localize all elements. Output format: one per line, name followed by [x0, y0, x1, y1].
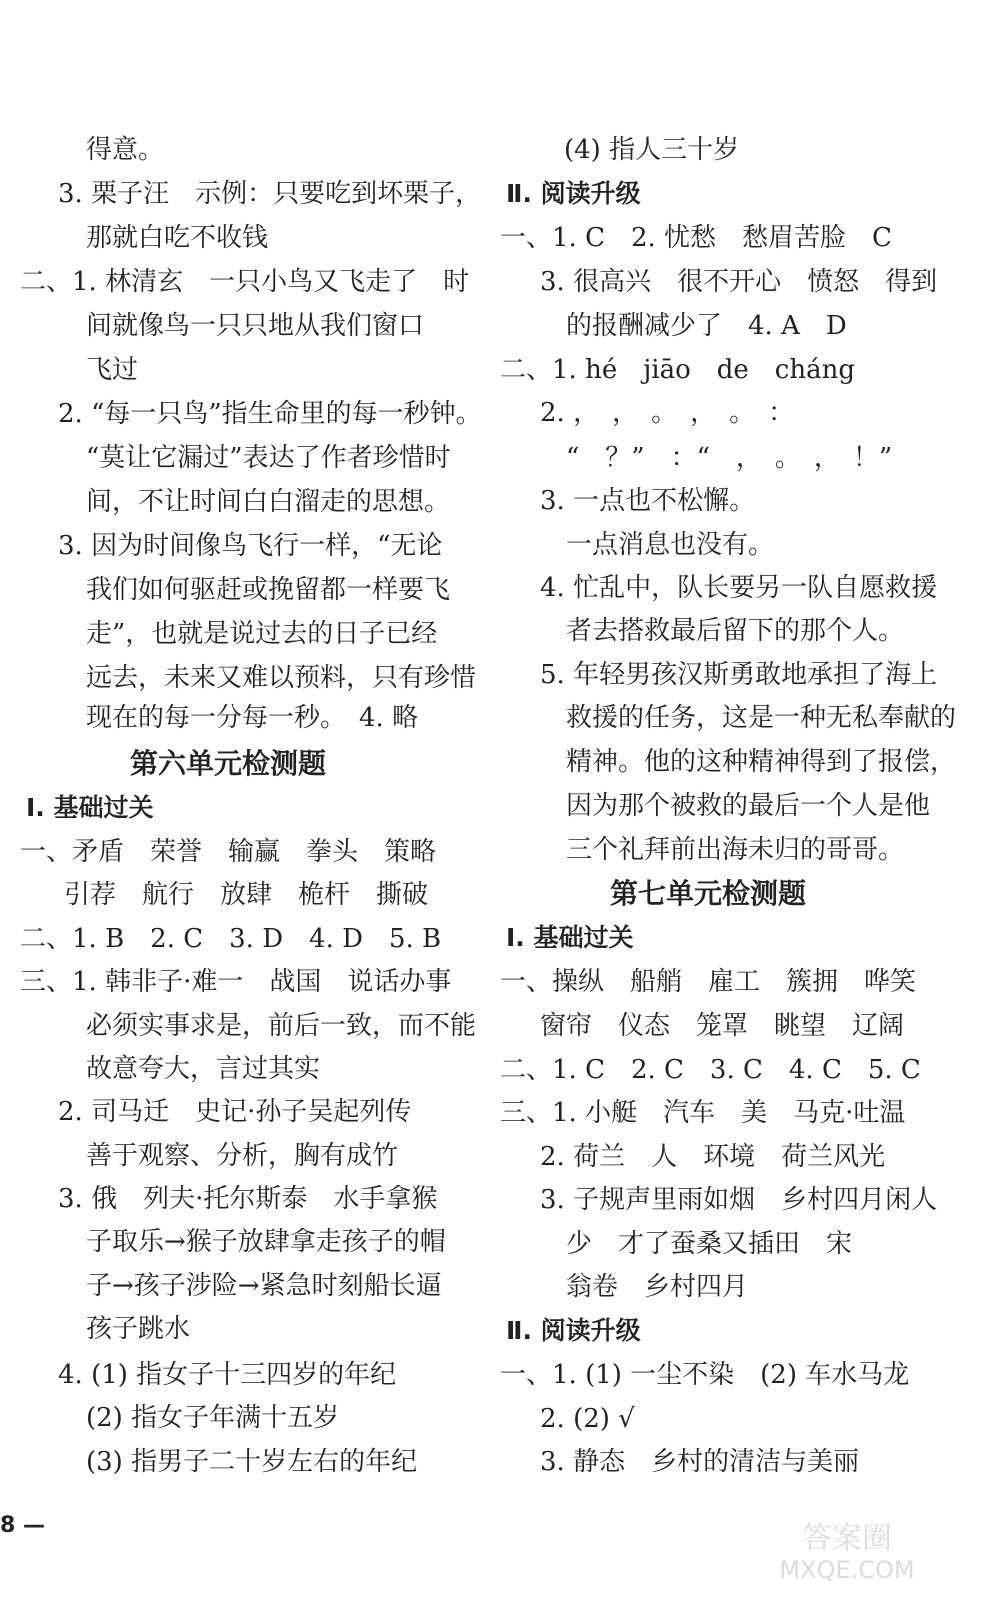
left-answer-line: 间就像鸟一只只地从我们窗口 [86, 311, 425, 341]
left-answer-line: (3) 指男子二十岁左右的年纪 [86, 1447, 418, 1477]
left-answer-line: 4. (1) 指女子十三四岁的年纪 [58, 1360, 397, 1390]
right-answer-line: 的报酬减少了 4. A D [566, 311, 847, 341]
left-unit-title: 第六单元检测题 [130, 747, 327, 780]
right-answer-line: 3. 子规声里雨如烟 乡村四月闲人 [540, 1185, 938, 1215]
right-section-heading: Ⅰ. 基础过关 [506, 923, 634, 952]
right-answer-line: 三个礼拜前出海未归的哥哥。 [566, 835, 905, 865]
right-answer-line: 少 才了蚕桑又插田 宋 [566, 1229, 853, 1259]
right-answer-line: 二、1. C 2. C 3. C 4. C 5. C [500, 1055, 921, 1085]
left-answer-line: 三、1. 韩非子·难一 战国 说话办事 [20, 967, 452, 997]
left-section-heading: Ⅰ. 基础过关 [26, 793, 154, 822]
left-answer-line: 2. “每一只鸟”指生命里的每一秒钟。 [58, 399, 482, 429]
right-answer-line: 翁卷 乡村四月 [566, 1272, 749, 1302]
left-answer-line: 飞过 [86, 355, 139, 385]
left-answer-line: 3. 因为时间像鸟飞行一样，“无论 [58, 531, 443, 561]
page-number: 8 — [0, 1513, 45, 1538]
right-answer-line: 者去搭救最后留下的那个人。 [566, 616, 905, 646]
left-answer-line: 现在的每一分每一秒。 4. 略 [86, 703, 419, 733]
left-answer-line: 间，不让时间白白溜走的思想。 [86, 487, 451, 517]
watermark-line2: MXQE.COM [779, 1556, 915, 1584]
right-answer-line: 2. 荷兰 人 环境 荷兰风光 [540, 1142, 886, 1172]
right-answer-line: 二、1. hé jiāo de cháng [500, 355, 855, 385]
right-answer-line: 一、1. C 2. 忧愁 愁眉苦脸 C [500, 223, 892, 253]
left-answer-line: 2. 司马迁 史记·孙子吴起列传 [58, 1097, 412, 1127]
right-answer-line: 2. (2) √ [540, 1404, 635, 1434]
left-answer-line: 3. 栗子汪 示例：只要吃到坏栗子， [58, 179, 482, 209]
right-answer-line: “ ？” ：“ ， 。 ， ！” [566, 443, 893, 473]
watermark-logo [722, 1514, 972, 1586]
left-answer-line: 3. 俄 列夫·托尔斯泰 水手拿猴 [58, 1184, 438, 1214]
left-answer-line: 子取乐→猴子放肆拿走孩子的帽 [86, 1227, 446, 1257]
right-answer-line: 3. 一点也不松懈。 [540, 486, 756, 516]
right-answer-line: 3. 静态 乡村的清洁与美丽 [540, 1447, 860, 1477]
left-answer-line: 必须实事求是，前后一致，而不能 [86, 1011, 477, 1041]
left-answer-line: 善于观察、分析，胸有成竹 [86, 1141, 399, 1171]
watermark-line1: 答案圈 [802, 1521, 892, 1556]
right-answer-line: 一点消息也没有。 [566, 530, 775, 560]
right-answer-line: 救援的任务，这是一种无私奉献的 [566, 703, 957, 733]
right-answer-line: (4) 指人三十岁 [564, 135, 740, 165]
right-unit-title: 第七单元检测题 [610, 877, 807, 910]
right-answer-line: 三、1. 小艇 汽车 美 马克·吐温 [500, 1098, 906, 1128]
right-answer-line: 3. 很高兴 很不开心 愤怒 得到 [540, 267, 938, 297]
right-section-heading: Ⅱ. 阅读升级 [506, 1316, 641, 1345]
left-answer-line: 我们如何驱赶或挽留都一样要飞 [86, 575, 451, 605]
left-answer-line: 走”，也就是说过去的日子已经 [86, 619, 438, 649]
left-answer-line: 孩子跳水 [86, 1314, 191, 1344]
right-answer-line: 5. 年轻男孩汉斯勇敢地承担了海上 [540, 660, 938, 690]
left-answer-line: 那就白吃不收钱 [86, 223, 269, 253]
right-answer-line: 因为那个被救的最后一个人是他 [566, 791, 931, 821]
right-answer-line: 精神。他的这种精神得到了报偿， [566, 747, 957, 777]
left-answer-line: 得意。 [86, 135, 165, 165]
right-section-heading: Ⅱ. 阅读升级 [506, 179, 641, 208]
left-answer-line: “莫让它漏过”表达了作者珍惜时 [86, 443, 451, 473]
right-answer-line: 2. ， ， 。 ， 。 ： [540, 398, 795, 428]
left-answer-line: 子→孩子涉险→紧急时刻船长逼 [86, 1271, 442, 1301]
right-answer-line: 一、操纵 船艄 雇工 簇拥 哗笑 [500, 967, 917, 997]
left-answer-line: 引荐 航行 放肆 桅杆 撕破 [64, 880, 429, 910]
left-answer-line: 二、1. B 2. C 3. D 4. D 5. B [20, 924, 442, 954]
right-answer-line: 一、1. (1) 一尘不染 (2) 车水马龙 [500, 1360, 910, 1390]
left-answer-line: 一、矛盾 荣誉 输赢 拳头 策略 [20, 837, 437, 867]
left-answer-line: (2) 指女子年满十五岁 [86, 1403, 340, 1433]
left-answer-line: 二、1. 林清玄 一只小鸟又飞走了 时 [20, 267, 470, 297]
right-answer-line: 窗帘 仪态 笼罩 眺望 辽阔 [540, 1011, 905, 1041]
left-answer-line: 故意夸大，言过其实 [86, 1054, 321, 1084]
right-answer-line: 4. 忙乱中，队长要另一队自愿救援 [540, 573, 938, 603]
left-answer-line: 远去，未来又难以预料，只有珍惜 [86, 663, 477, 693]
